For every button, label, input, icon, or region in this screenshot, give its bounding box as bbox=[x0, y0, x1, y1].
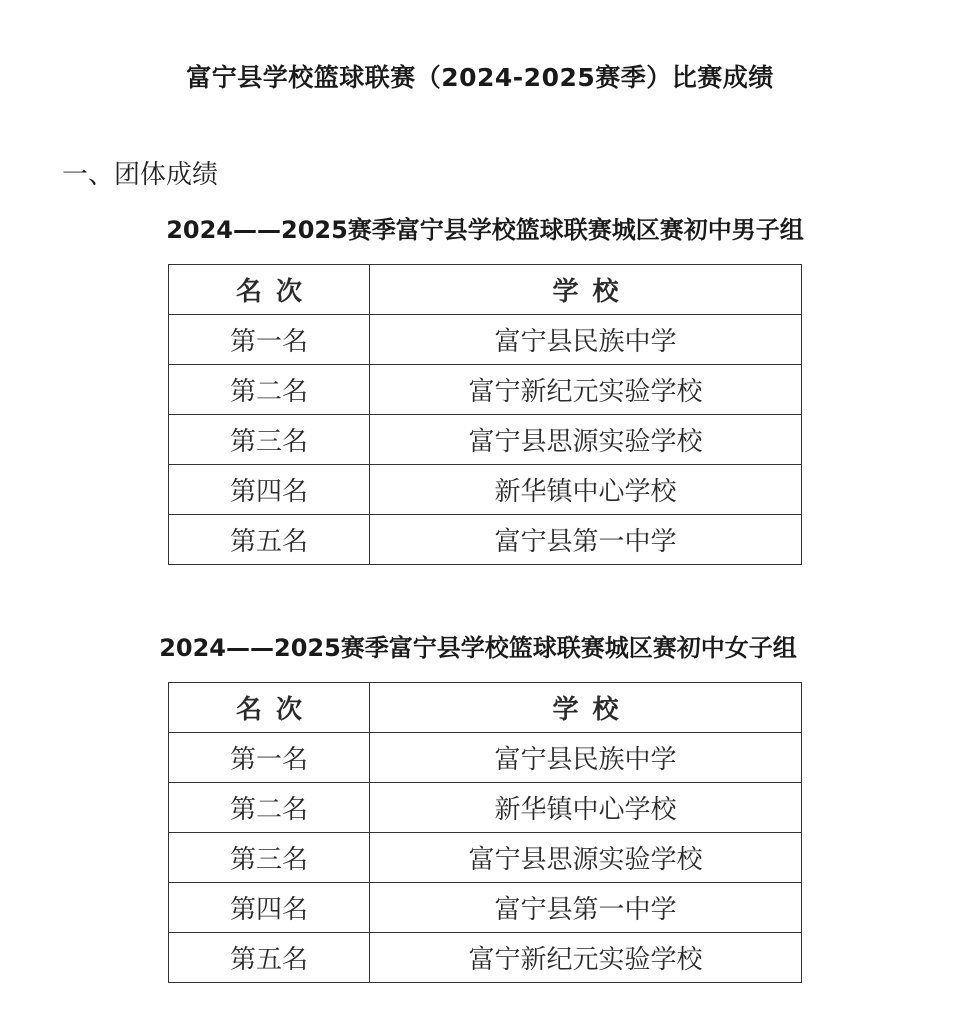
table-row bbox=[169, 315, 802, 365]
school-cell: 富宁县思源实验学校 bbox=[370, 833, 802, 883]
table-row bbox=[169, 465, 802, 515]
school-cell: 富宁县第一中学 bbox=[370, 515, 802, 565]
table-row bbox=[169, 933, 802, 983]
school-cell: 富宁新纪元实验学校 bbox=[370, 365, 802, 415]
girls-results-table bbox=[168, 682, 802, 983]
table-row bbox=[169, 515, 802, 565]
rank-cell: 第三名 bbox=[169, 833, 370, 883]
boys-results-table bbox=[168, 264, 802, 565]
table-row bbox=[169, 833, 802, 883]
rank-cell: 第五名 bbox=[169, 933, 370, 983]
school-cell: 富宁新纪元实验学校 bbox=[370, 933, 802, 983]
school-cell: 富宁县第一中学 bbox=[370, 883, 802, 933]
rank-cell: 第一名 bbox=[169, 733, 370, 783]
table-header-row bbox=[169, 683, 802, 733]
rank-cell: 第二名 bbox=[169, 365, 370, 415]
rank-cell: 第四名 bbox=[169, 883, 370, 933]
table-row bbox=[169, 783, 802, 833]
school-cell: 新华镇中心学校 bbox=[370, 465, 802, 515]
rank-cell: 第四名 bbox=[169, 465, 370, 515]
table-row bbox=[169, 883, 802, 933]
school-cell: 富宁县民族中学 bbox=[370, 733, 802, 783]
school-cell: 新华镇中心学校 bbox=[370, 783, 802, 833]
girls-group-title: 2024——2025赛季富宁县学校篮球联赛城区赛初中女子组 bbox=[159, 634, 797, 662]
rank-cell: 第三名 bbox=[169, 415, 370, 465]
table-header-row bbox=[169, 265, 802, 315]
table-row bbox=[169, 365, 802, 415]
section-heading: 一、团体成绩 bbox=[62, 160, 219, 190]
table-row bbox=[169, 733, 802, 783]
rank-column-header: 名次 bbox=[169, 683, 370, 733]
document-title: 富宁县学校篮球联赛（2024-2025赛季）比赛成绩 bbox=[186, 63, 774, 92]
boys-group-title: 2024——2025赛季富宁县学校篮球联赛城区赛初中男子组 bbox=[166, 216, 804, 244]
school-column-header: 学校 bbox=[370, 683, 802, 733]
school-column-header: 学校 bbox=[370, 265, 802, 315]
rank-cell: 第一名 bbox=[169, 315, 370, 365]
school-cell: 富宁县思源实验学校 bbox=[370, 415, 802, 465]
school-cell: 富宁县民族中学 bbox=[370, 315, 802, 365]
rank-column-header: 名次 bbox=[169, 265, 370, 315]
rank-cell: 第五名 bbox=[169, 515, 370, 565]
rank-cell: 第二名 bbox=[169, 783, 370, 833]
table-row bbox=[169, 415, 802, 465]
